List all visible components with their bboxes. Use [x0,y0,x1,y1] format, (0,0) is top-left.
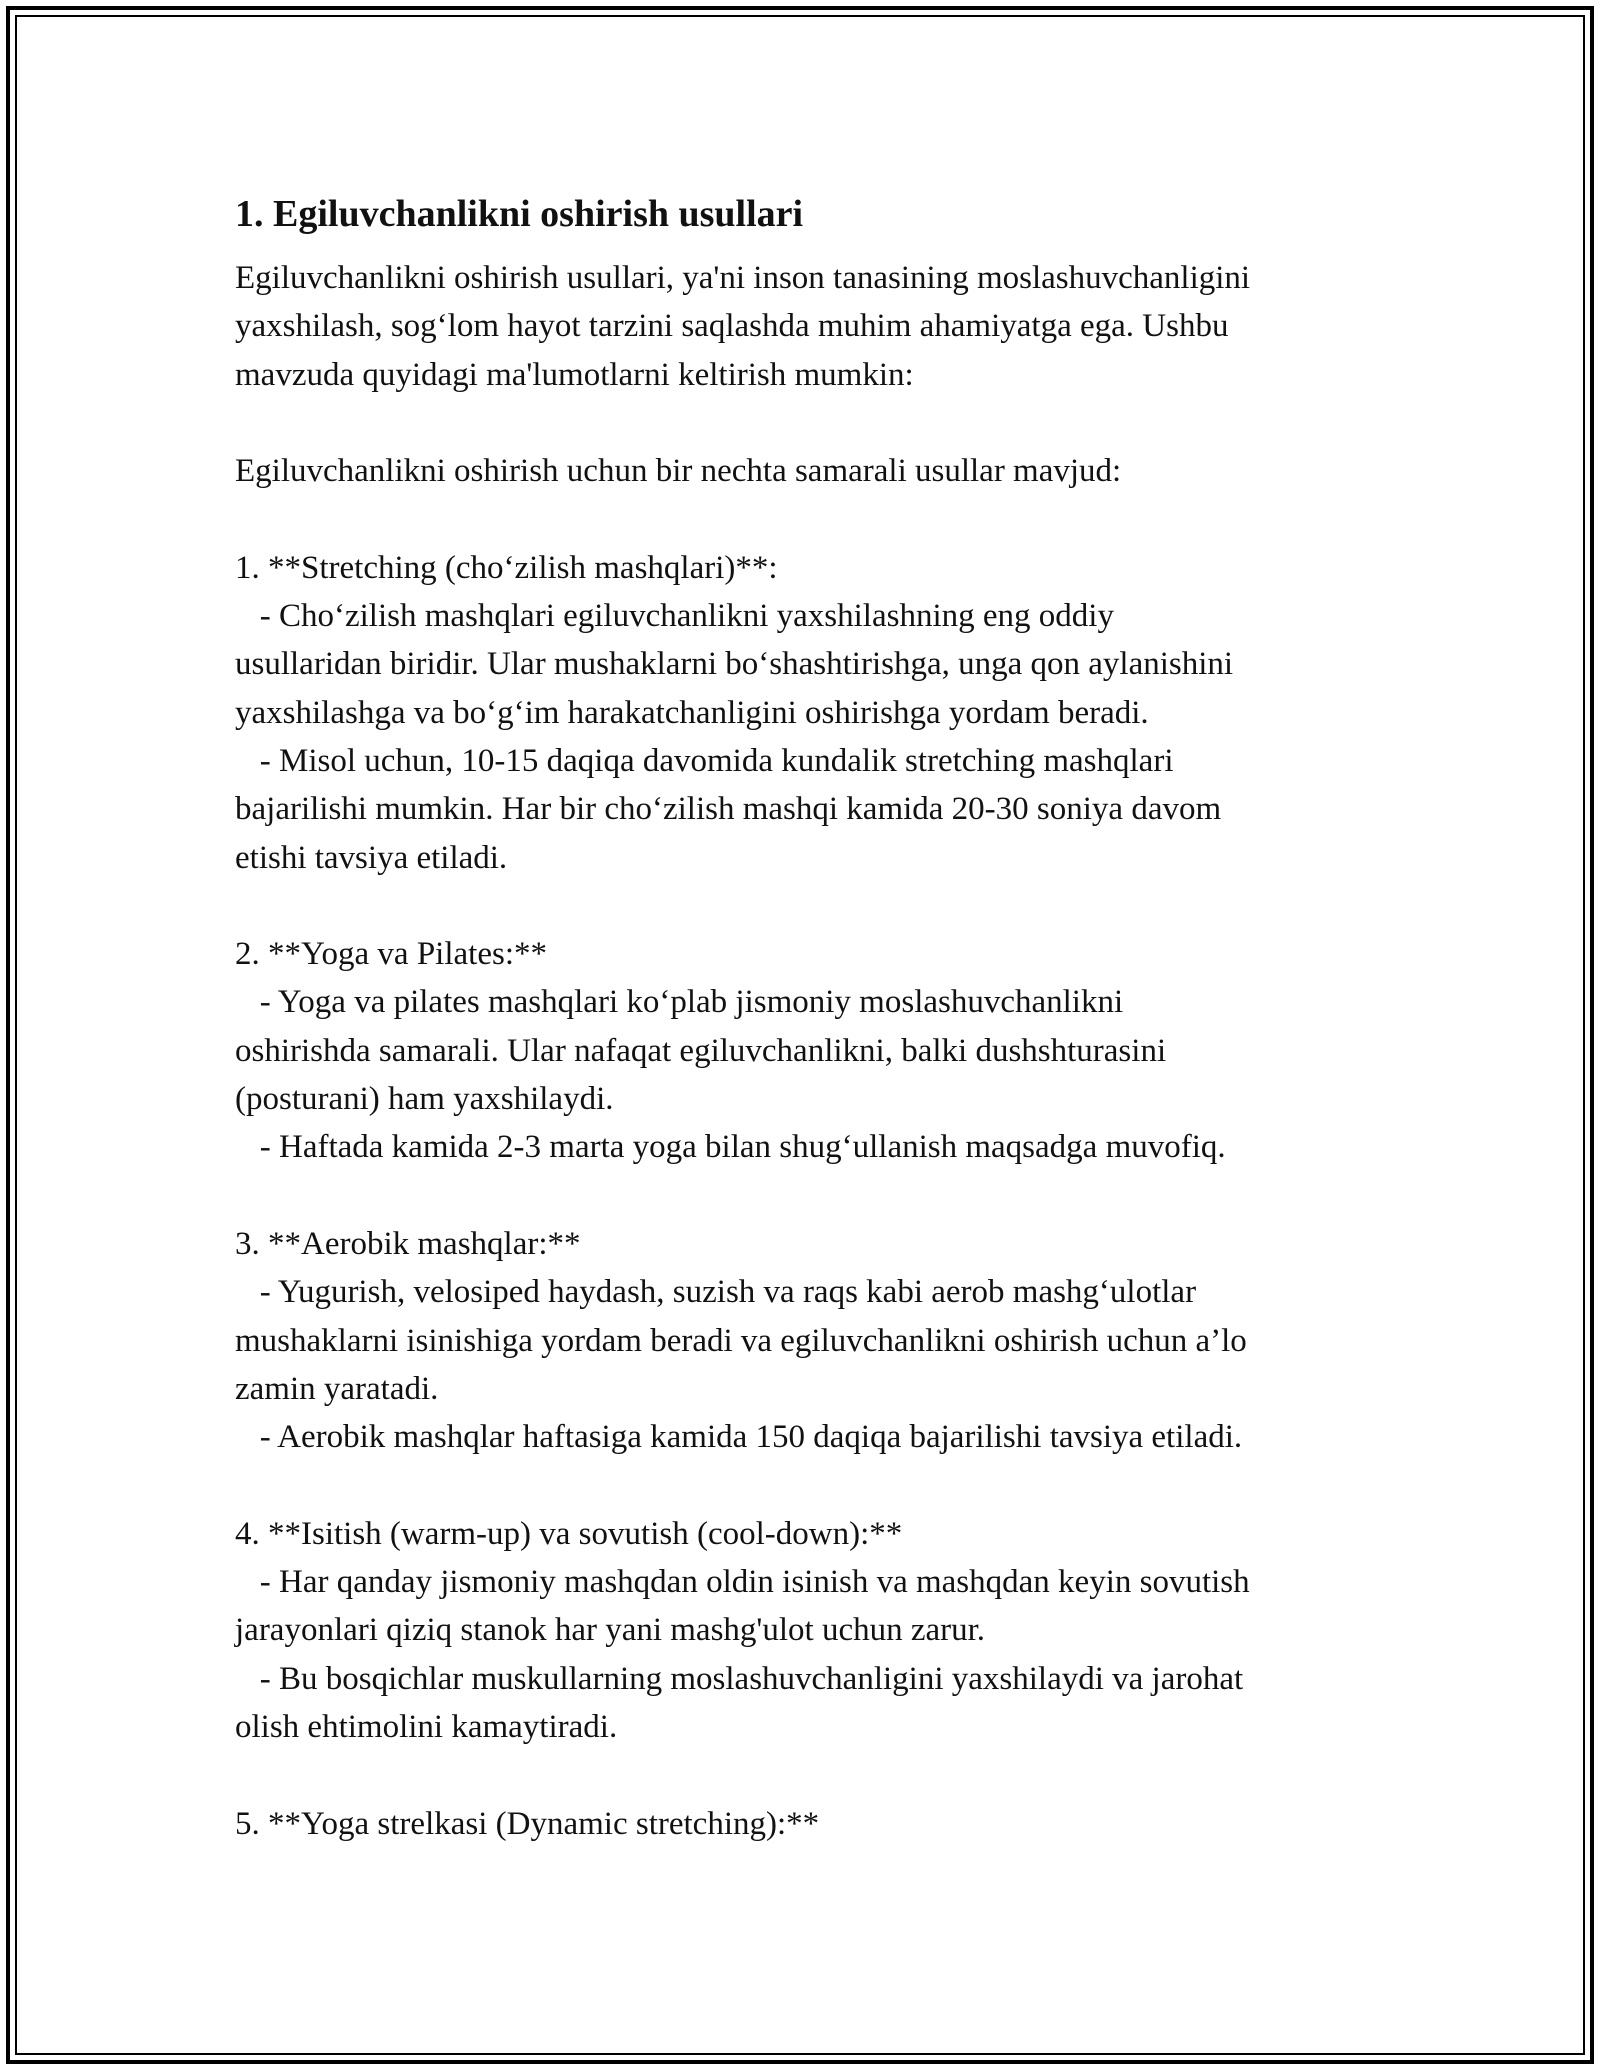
section-line: - Aerobik mashqlar haftasiga kamida 150 daqiqa bajarilishi tavsiya etiladi. [235,1419,1243,1456]
section-title: 4. **Isitish (warm-up) va sovutish (cool-down):** [235,1515,903,1552]
section-line: mushaklarni isinishiga yordam beradi va egiluvchanlikni oshirish uchun a’lo [235,1322,1247,1359]
section-title: 1. **Stretching (cho‘zilish mashqlari)**: [235,549,778,586]
section-dynamic-stretching [235,1800,1375,1848]
lead-paragraph: Egiluvchanlikni oshirish uchun bir nechta samarali usullar mavjud: [235,453,1122,490]
section-title: 5. **Yoga strelkasi (Dynamic stretching):** [235,1805,820,1842]
blank-line [235,1172,1375,1220]
blank-line [235,495,1375,543]
section-line: - Yoga va pilates mashqlari ko‘plab jismoniy moslashuvchanlikni [235,984,1124,1021]
blank-line [235,1461,1375,1509]
section-line: - Cho‘zilish mashqlari egiluvchanlikni yaxshilashning eng oddiy [235,598,1114,635]
section-line: bajarilishi mumkin. Har bir cho‘zilish mashqi kamida 20-30 soniya davom [235,791,1222,828]
blank-line [235,1751,1375,1799]
section-line: jarayonlari qiziq stanok har yani mashg'ulot uchun zarur. [235,1612,986,1649]
section-line: - Haftada kamida 2-3 marta yoga bilan shug‘ullanish maqsadga muvofiq. [235,1129,1226,1166]
blank-line [235,399,1375,447]
blank-line [235,882,1375,930]
section-line: oshirishda samarali. Ular nafaqat egiluvchanlikni, balki dushshturasini [235,1032,1167,1069]
section-line: - Bu bosqichlar muskullarning moslashuvchanligini yaxshilaydi va jarohat [235,1660,1244,1697]
section-yoga-pilates [235,930,1375,1171]
section-line: - Yugurish, velosiped haydash, suzish va raqs kabi aerob mashg‘ulotlar [235,1274,1197,1311]
intro-paragraph [235,254,1375,399]
section-stretching [235,544,1375,882]
section-warmup-cooldown [235,1510,1375,1751]
section-line: (posturani) ham yaxshilaydi. [235,1081,614,1118]
section-line: etishi tavsiya etiladi. [235,839,508,876]
document-heading: 1. Egiluvchanlikni oshirish usullari [235,193,804,235]
section-title: 2. **Yoga va Pilates:** [235,936,547,973]
intro-line: Egiluvchanlikni oshirish usullari, ya'ni inson tanasining moslashuvchanligini [235,260,1251,296]
intro-line: mavzuda quyidagi ma'lumotlarni keltirish mumkin: [235,356,914,393]
intro-line: yaxshilash, sog‘lom hayot tarzini saqlashda muhim ahamiyatga ega. Ushbu [235,308,1229,345]
section-line: - Har qanday jismoniy mashqdan oldin isinish va mashqdan keyin sovutish [235,1564,1250,1601]
document-body [235,188,1375,1848]
section-line: usullaridan biridir. Ular mushaklarni bo‘shashtirishga, unga qon aylanishini [235,646,1234,683]
section-line: olish ehtimolini kamaytiradi. [235,1708,618,1745]
section-line: zamin yaratadi. [235,1370,439,1407]
section-line: yaxshilashga va bo‘g‘im harakatchanligini oshirishga yordam beradi. [235,694,1149,731]
section-title: 3. **Aerobik mashqlar:** [235,1225,581,1262]
section-aerobic [235,1220,1375,1461]
section-line: - Misol uchun, 10-15 daqiqa davomida kundalik stretching mashqlari [235,742,1174,779]
